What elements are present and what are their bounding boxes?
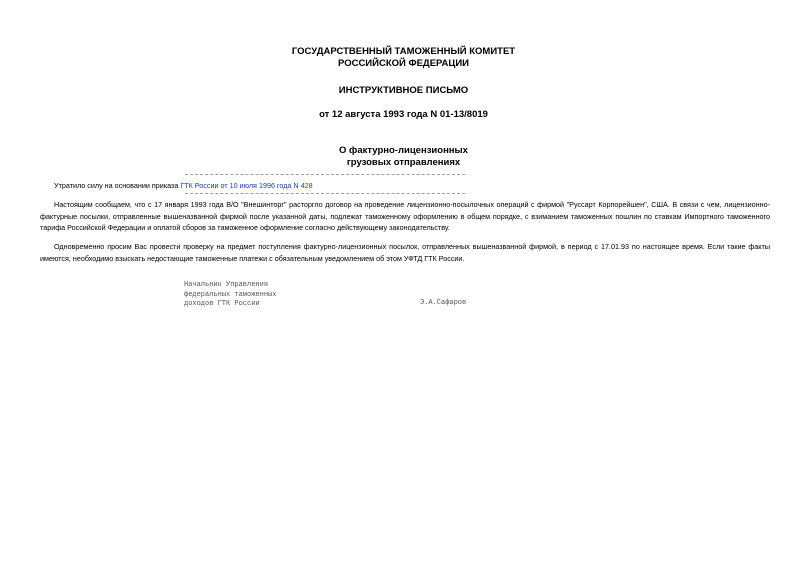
issuer-line-2: РОССИЙСКОЙ ФЕДЕРАЦИИ	[337, 57, 469, 69]
divider-top	[185, 174, 465, 175]
signatory-title-line-1: Начальник Управления	[184, 281, 269, 289]
document-type: ИНСТРУКТИВНОЕ ПИСЬМО	[338, 85, 469, 96]
document-date-number: от 12 августа 1993 года N 01-13/8019	[319, 108, 488, 120]
body-paragraph-2: Одновременно просим Вас провести проверку на предмет поступления фактурно-лицензионных посылок, отправленных вышеназванной фирмой, в период с 17.01.93 по настоящее время. Если такие факты имеются, необходимо взыскать недостающие таможенные платежи с обязательным уведомлением об этом УФТД ГТК России.	[40, 242, 770, 263]
document-header	[0, 46, 807, 168]
issuer-line-1: ГОСУДАРСТВЕННЫЙ ТАМОЖЕННЫЙ КОМИТЕТ	[291, 46, 516, 57]
signatory-title-line-2: федеральных таможенных	[184, 290, 277, 299]
repeal-order-link[interactable]: ГТК России от 10 июля 1996 года N 428	[180, 181, 313, 190]
signatory-title-line-3: доходов ГТК России	[184, 300, 260, 308]
divider-bottom	[185, 193, 465, 194]
signatory-name: Э.А.Сафаров	[420, 299, 467, 307]
subject-line-2: грузовых отправлениях	[346, 156, 461, 168]
body-paragraph-1: Настоящим сообщаем, что с 17 января 1993 года В/О "Внешинторг" расторгло договор на проведение лицензионно-посылочных операций с фирмой "Руссарт Корпорейшен", США. В связи с чем, лицензионно-фактурные посылки, отправленные вышеназванной фирмой после указанной даты, подлежат таможенному оформлению в общем порядке, с взиманием таможенных пошлин по ставкам Импортного таможенного тарифа Российской Федерации и оплатой сборов за таможенное оформление согласно действующему законодательству.	[40, 200, 770, 233]
subject-line-1: О фактурно-лицензионных	[339, 145, 468, 156]
status-note	[54, 181, 313, 190]
signatory-title	[184, 281, 276, 310]
status-note-text: Утратило силу на основании приказа	[54, 181, 181, 190]
